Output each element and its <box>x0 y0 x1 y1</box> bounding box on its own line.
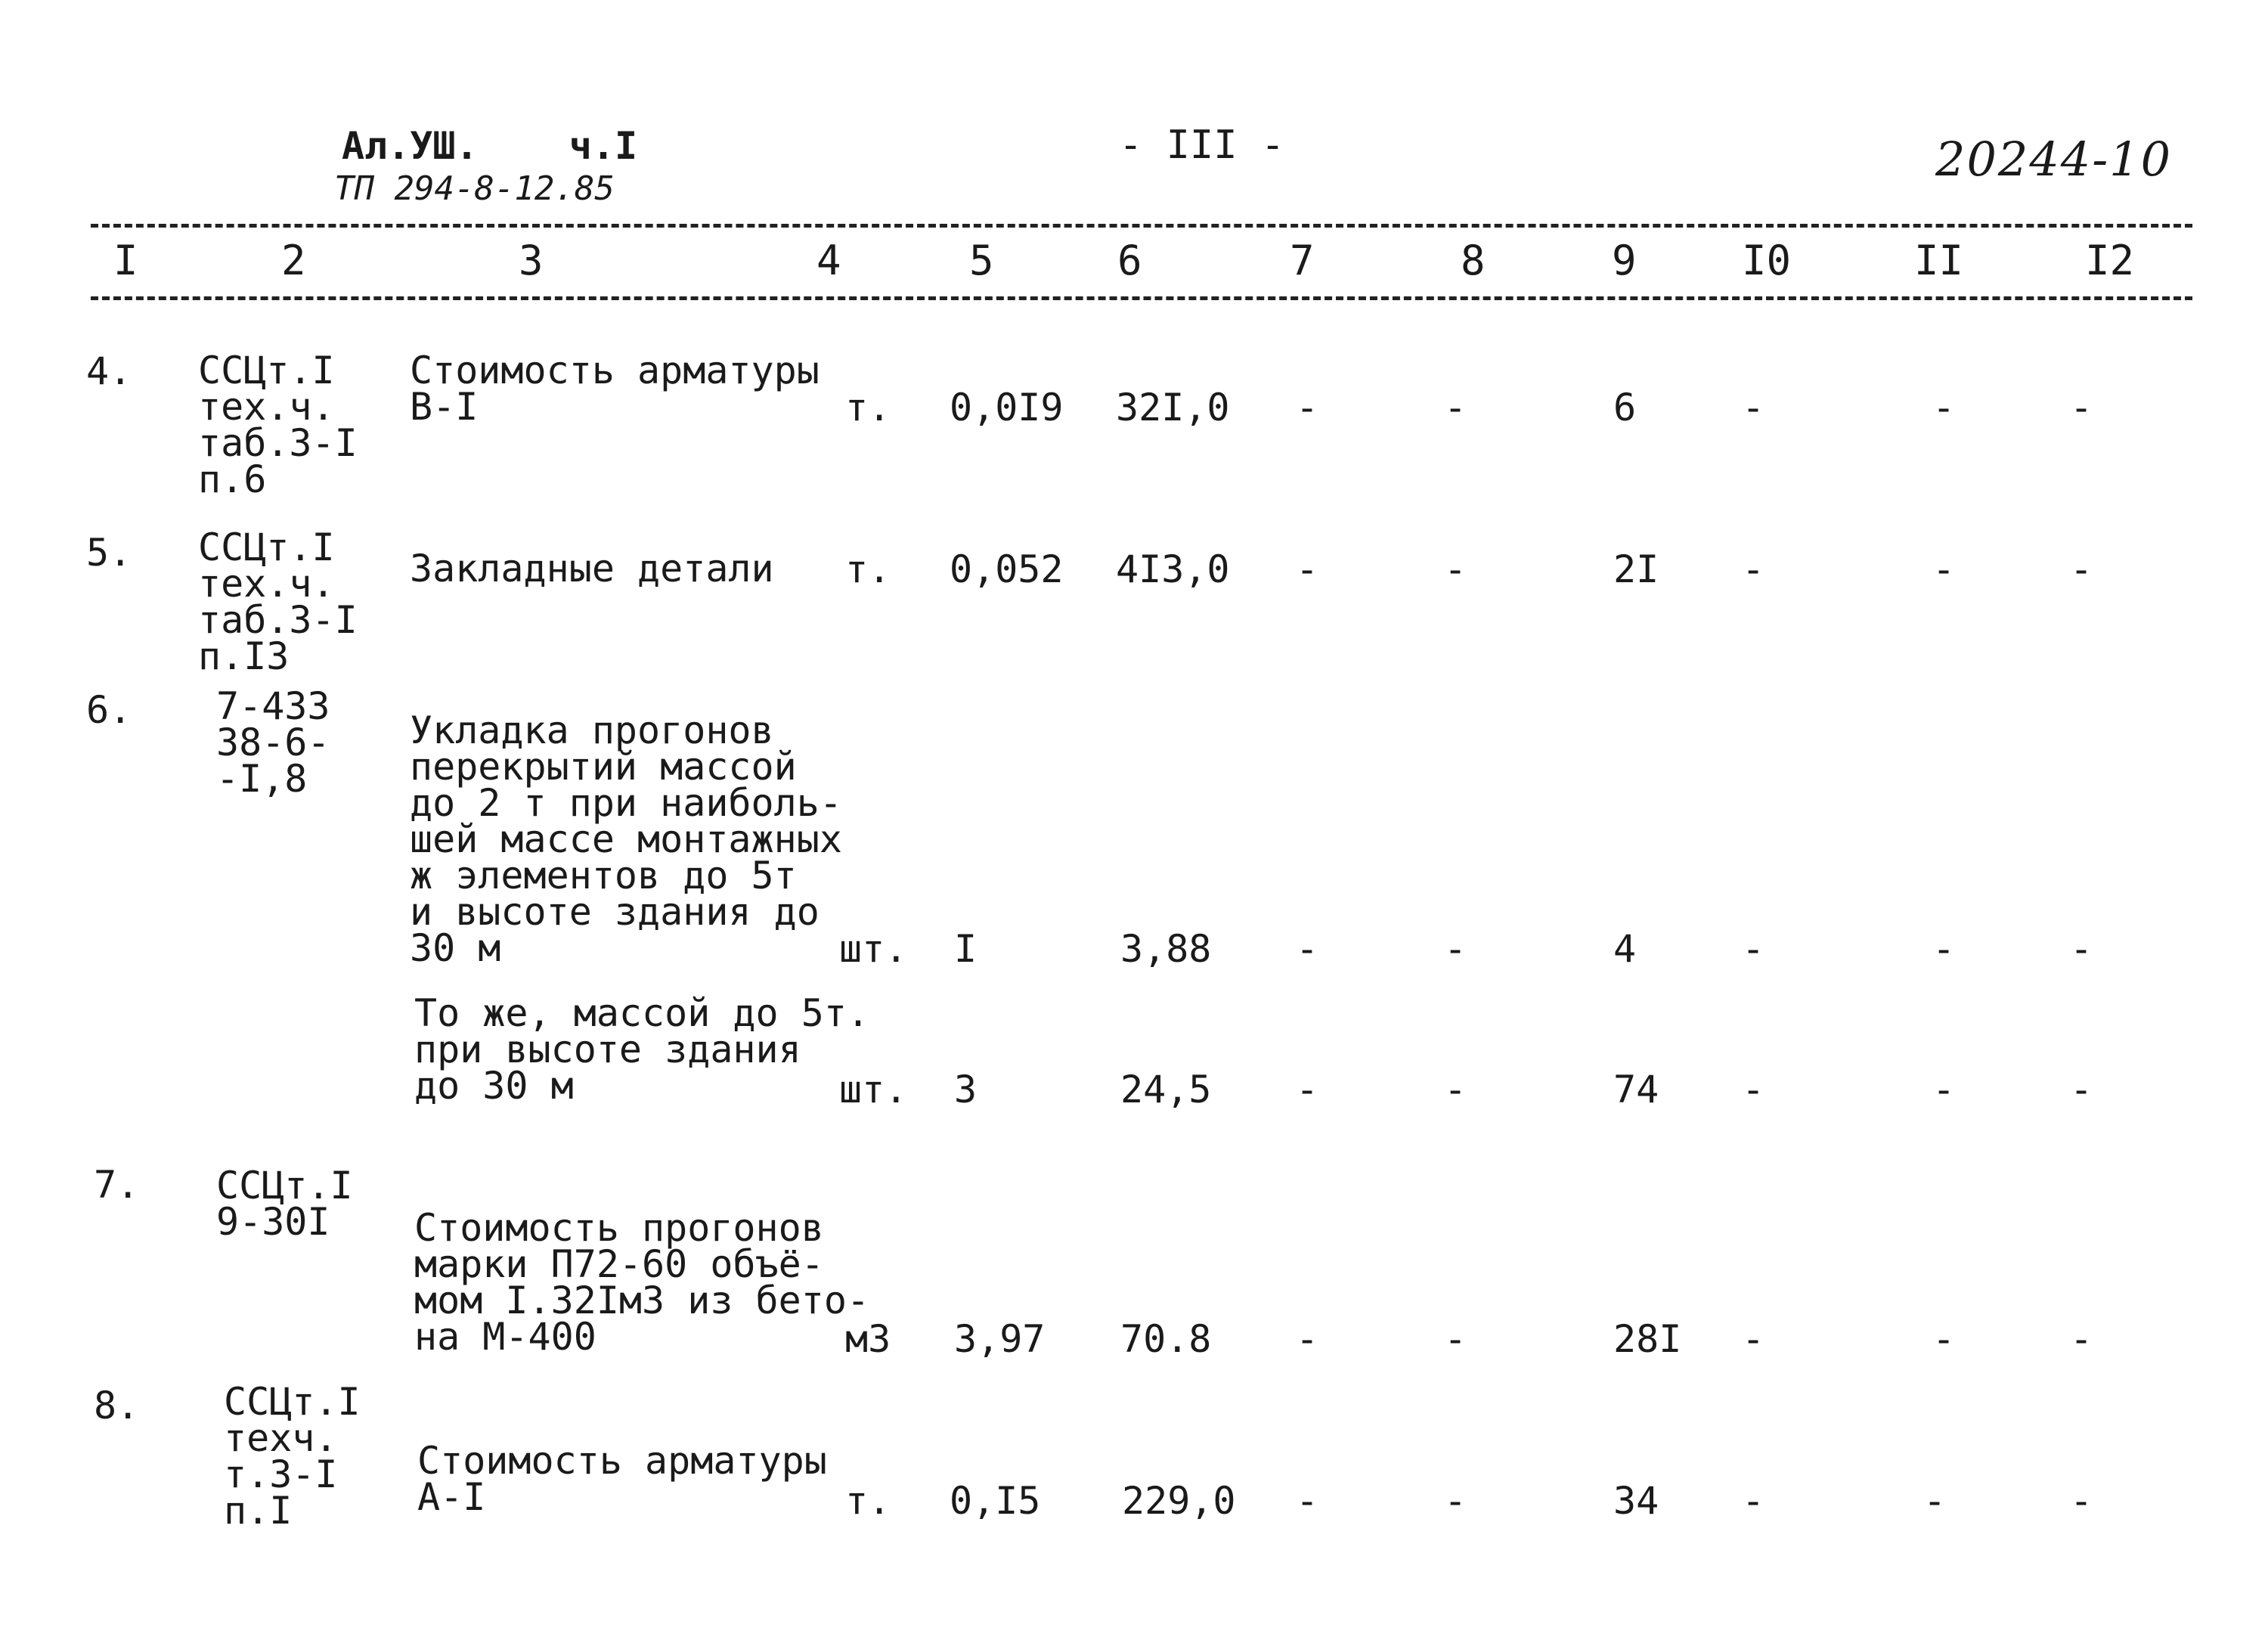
unit-price: 24,5 <box>1120 1068 1212 1111</box>
reference-code: ССЦт.I техч. т.3-I п.I <box>224 1380 361 1533</box>
col-12-value: - <box>2070 1317 2093 1361</box>
col-10-value: - <box>1742 1068 1765 1111</box>
col-12-value: - <box>2070 927 2093 971</box>
col-8-value: - <box>1444 1068 1467 1111</box>
column-header: 6 <box>1117 237 1142 284</box>
row-number: 4. <box>86 349 132 393</box>
col-10-value: - <box>1742 386 1765 429</box>
column-header: 5 <box>969 237 994 284</box>
quantity: 3 <box>954 1068 978 1111</box>
column-header: I2 <box>2085 237 2135 284</box>
unit-price: 229,0 <box>1122 1479 1236 1523</box>
unit-price: 70.8 <box>1120 1317 1212 1361</box>
reference-code: ССЦт.I тех.ч. таб.3-I п.I3 <box>198 525 358 678</box>
unit: т. <box>845 1479 891 1523</box>
column-header: I0 <box>1742 237 1792 284</box>
column-header: 7 <box>1290 237 1315 284</box>
column-header: 9 <box>1612 237 1637 284</box>
item-description: Укладка прогонов перекрытий массой до 2 т при наиболь- шей массе монтажных ж элементов до 5т и высоте здания до 30 м <box>410 708 842 970</box>
col-12-value: - <box>2070 547 2093 591</box>
unit-price: 4I3,0 <box>1116 547 1230 591</box>
document-code: 20244-10 <box>1935 132 2173 187</box>
album-label: Ал.УШ. <box>342 124 479 168</box>
col-7-value: - <box>1296 1317 1319 1361</box>
column-header: 3 <box>519 237 544 284</box>
reference-code: ССЦт.I 9-30I <box>216 1164 353 1244</box>
col-11-value: - <box>1932 927 1956 971</box>
col-7-value: - <box>1296 927 1319 971</box>
col-8-value: - <box>1444 927 1467 971</box>
col-11-value: - <box>1932 386 1956 429</box>
reference-code: 7-433 38-6- -I,8 <box>216 684 330 801</box>
unit: т. <box>845 547 891 591</box>
col-9-value: 2I <box>1613 547 1659 591</box>
col-12-value: - <box>2070 1068 2093 1111</box>
col-12-value: - <box>2070 1479 2093 1523</box>
col-7-value: - <box>1296 547 1319 591</box>
item-description: Стоимость прогонов марки П72-60 объё- мом I.32Iм3 из бето- на М-400 <box>414 1206 870 1359</box>
column-header: 4 <box>816 237 841 284</box>
reference-code: ССЦт.I тех.ч. таб.3-I п.6 <box>198 349 358 501</box>
col-10-value: - <box>1742 547 1765 591</box>
col-7-value: - <box>1296 1479 1319 1523</box>
col-7-value: - <box>1296 1068 1319 1111</box>
col-9-value: 34 <box>1613 1479 1659 1523</box>
row-number: 6. <box>86 688 132 732</box>
quantity: 0,052 <box>950 547 1064 591</box>
col-11-value: - <box>1923 1479 1947 1523</box>
unit: шт. <box>839 1068 908 1111</box>
col-9-value: 28I <box>1613 1317 1682 1361</box>
col-9-value: 6 <box>1613 386 1637 429</box>
row-number: 8. <box>94 1384 140 1428</box>
col-8-value: - <box>1444 1317 1467 1361</box>
document-header <box>334 124 638 208</box>
column-header: I <box>113 237 138 284</box>
col-8-value: - <box>1444 1479 1467 1523</box>
row-number: 5. <box>86 531 132 575</box>
col-8-value: - <box>1444 547 1467 591</box>
project-label: ТП 294-8-12.85 <box>334 169 615 208</box>
col-8-value: - <box>1444 386 1467 429</box>
unit: м3 <box>845 1317 891 1361</box>
col-10-value: - <box>1742 1479 1765 1523</box>
col-9-value: 4 <box>1613 927 1637 971</box>
col-9-value: 74 <box>1613 1068 1659 1111</box>
page-number: - III - <box>1119 122 1285 168</box>
col-11-value: - <box>1932 1068 1956 1111</box>
item-description: Стоимость арматуры В-I <box>410 349 820 429</box>
quantity: 3,97 <box>954 1317 1046 1361</box>
col-11-value: - <box>1932 547 1956 591</box>
col-11-value: - <box>1932 1317 1956 1361</box>
column-header: 8 <box>1461 237 1486 284</box>
unit: шт. <box>839 927 908 971</box>
quantity: 0,0I9 <box>950 386 1064 429</box>
unit: т. <box>845 386 891 429</box>
unit-price: 3,88 <box>1120 927 1212 971</box>
unit-price: 32I,0 <box>1116 386 1230 429</box>
quantity: I <box>954 927 978 971</box>
header-top-rule <box>91 224 2192 228</box>
quantity: 0,I5 <box>950 1479 1041 1523</box>
item-description: То же, массой до 5т. при высоте здания до 30 м <box>414 991 870 1108</box>
col-7-value: - <box>1296 386 1319 429</box>
col-12-value: - <box>2070 386 2093 429</box>
item-description: Стоимость арматуры А-I <box>417 1439 827 1519</box>
header-bottom-rule <box>91 296 2192 300</box>
column-header: II <box>1914 237 1964 284</box>
column-header: 2 <box>281 237 306 284</box>
part-label: ч.I <box>569 124 638 168</box>
col-10-value: - <box>1742 927 1765 971</box>
row-number: 7. <box>94 1163 140 1207</box>
col-10-value: - <box>1742 1317 1765 1361</box>
item-description: Закладные детали <box>410 547 774 591</box>
